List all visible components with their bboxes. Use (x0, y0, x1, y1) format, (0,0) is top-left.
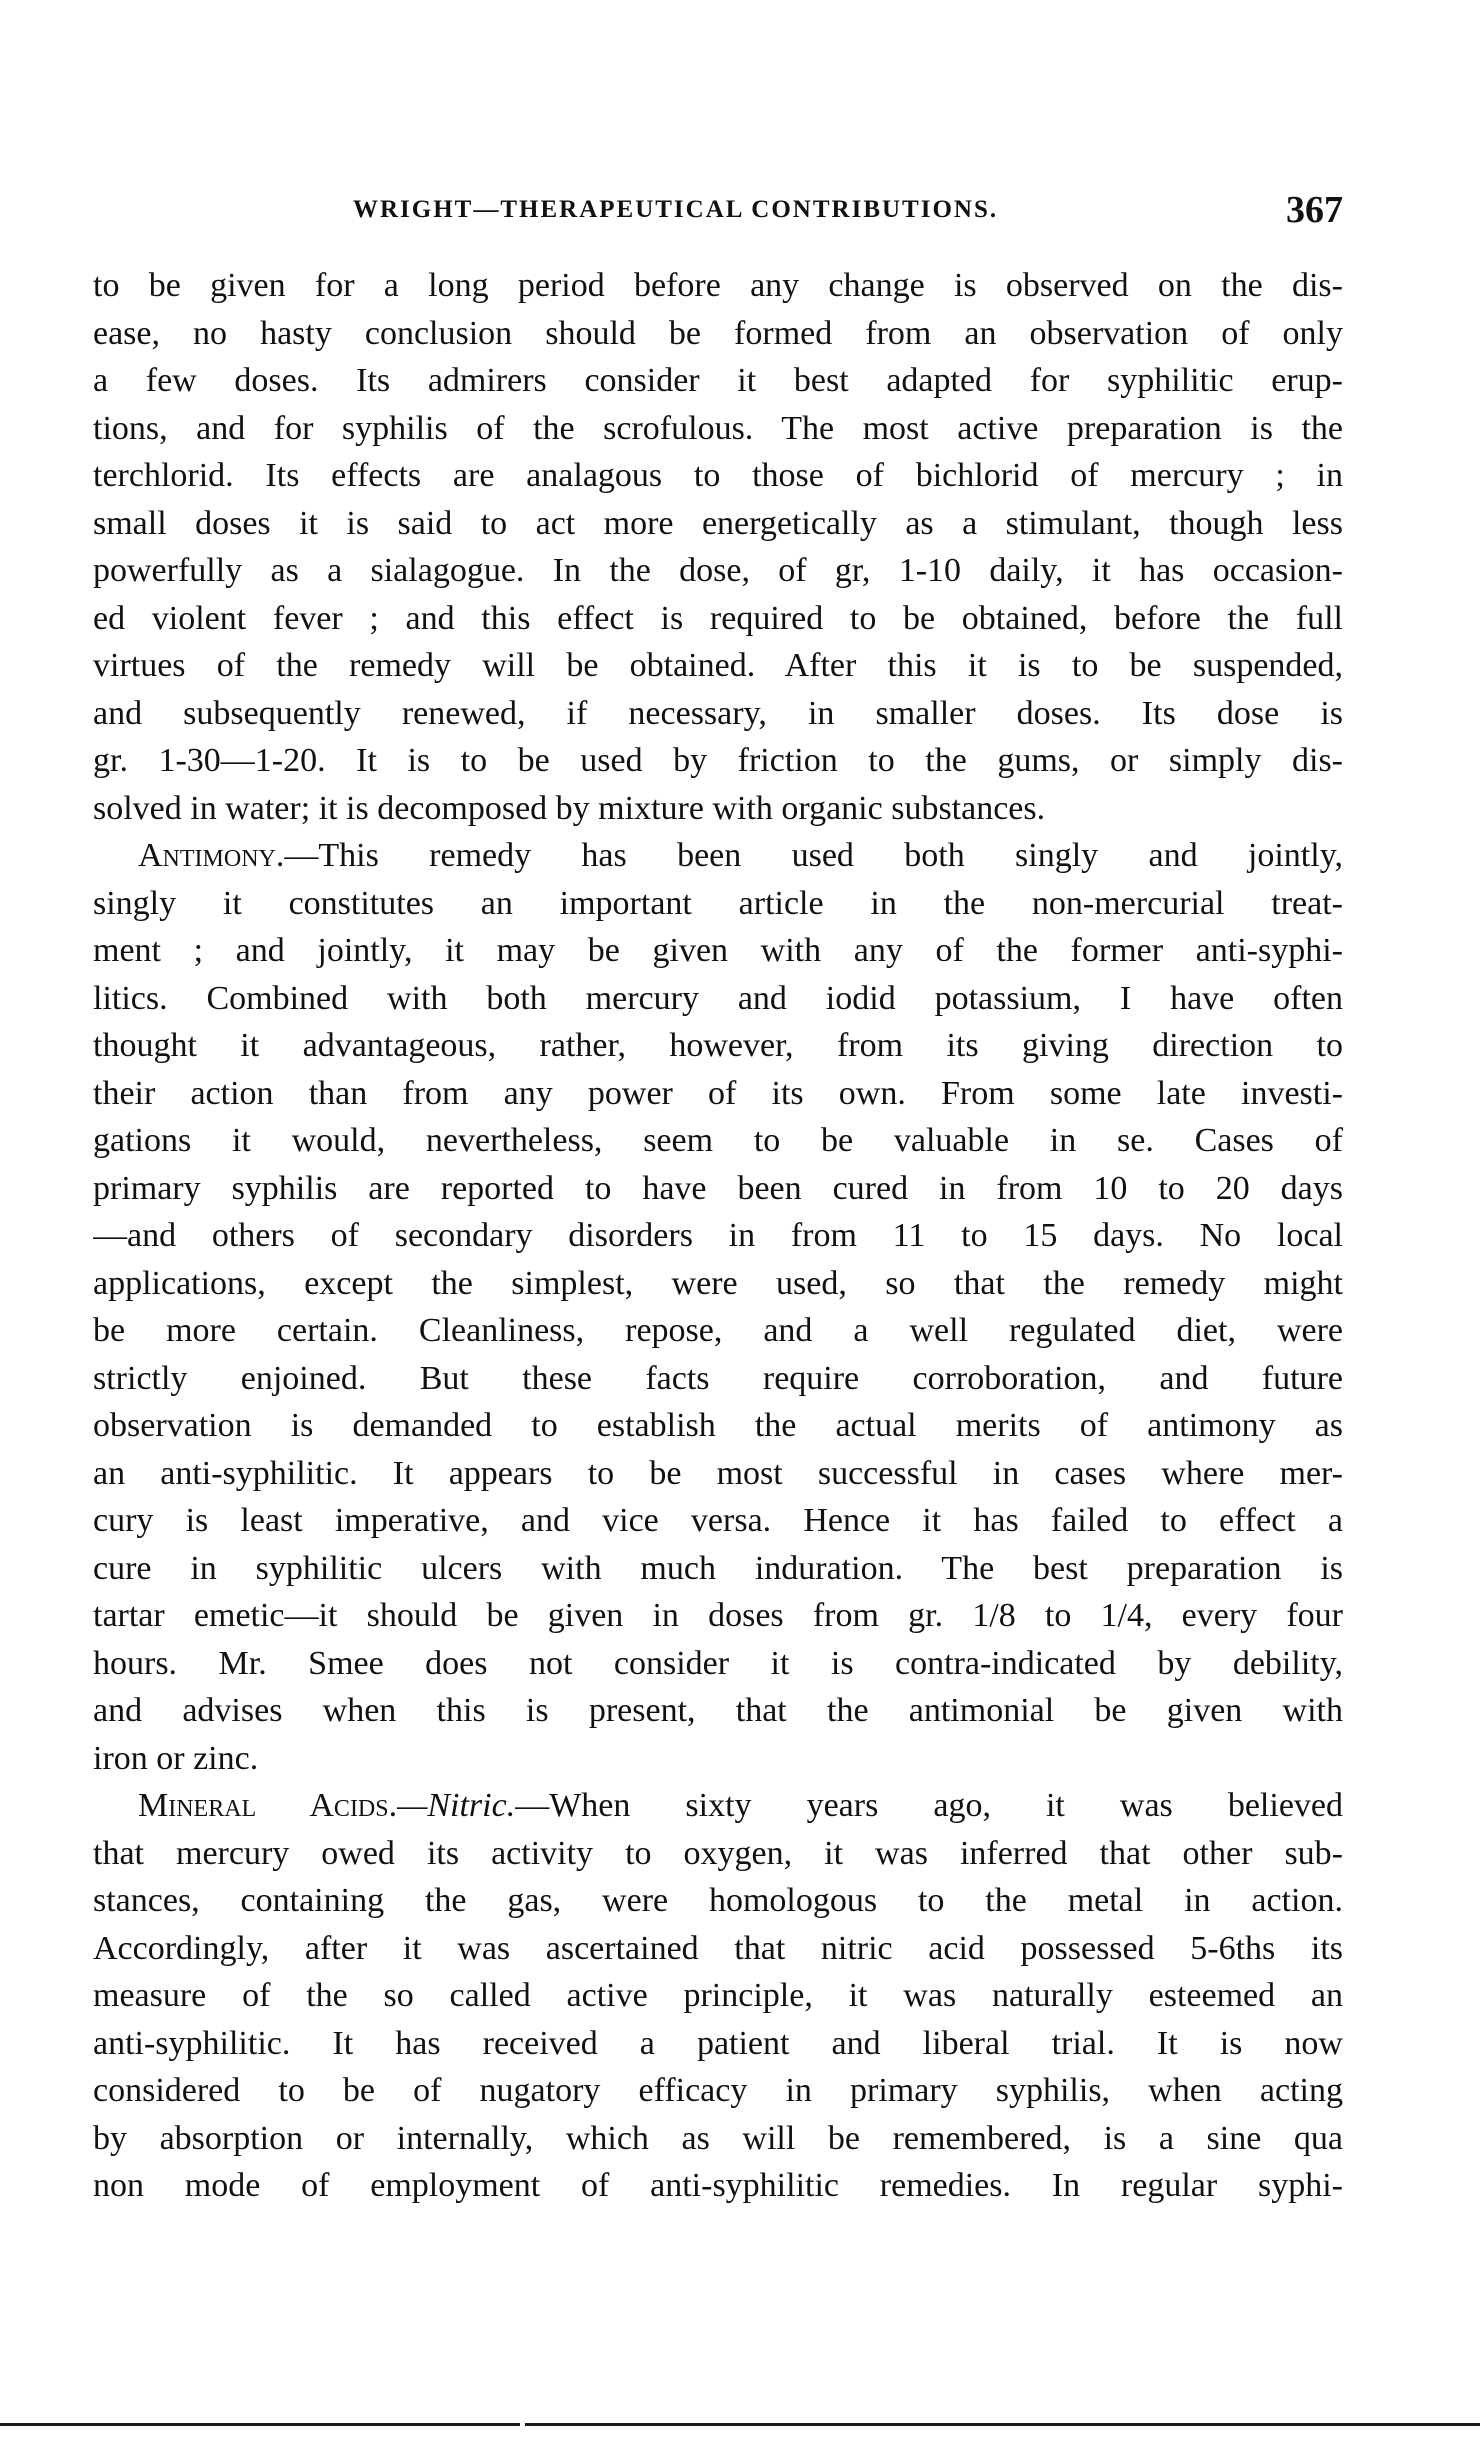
section-lead-mineral-acids: Mineral Acids. (138, 1787, 398, 1824)
subsection-lead-nitric: —Nitric. (397, 1787, 516, 1824)
text-line: their action than from any power of its own. From some late investi- (93, 1074, 1343, 1112)
body-text (93, 262, 1343, 2210)
text-line: tartar emetic—it should be given in doses from gr. 1/8 to 1/4, every four (93, 1597, 1343, 1634)
running-head (93, 188, 1343, 238)
text-line: to be given for a long period before any change is observed on the dis- (93, 267, 1343, 304)
text-line: small doses it is said to act more energetically as a stimulant, though less (93, 504, 1343, 542)
text-line: —and others of secondary disorders in from 11 to 15 days. No local (93, 1217, 1343, 1254)
bottom-rule (0, 2423, 520, 2426)
text-line: stances, containing the gas, were homologous to the metal in action. (93, 1882, 1343, 1919)
text-line: solved in water; it is decomposed by mixture with organic substances. (93, 789, 1046, 827)
text-line: iron or zinc. (93, 1739, 259, 1777)
text-line: powerfully as a sialagogue. In the dose, of gr, 1-10 daily, it has occasion- (93, 552, 1343, 589)
text-line: anti-syphilitic. It has received a patient and liberal trial. It is now (93, 2024, 1343, 2062)
text-line: cury is least imperative, and vice versa. Hence it has failed to effect a (93, 1502, 1343, 1539)
text-line: and advises when this is present, that the antimonial be given with (93, 1692, 1343, 1729)
text-line: an anti-syphilitic. It appears to be most successful in cases where mer- (93, 1454, 1343, 1492)
page-number: 367 (1286, 189, 1343, 231)
running-title: WRIGHT—THERAPEUTICAL CONTRIBUTIONS. (353, 196, 999, 223)
text-line: thought it advantageous, rather, however, from its giving direction to (93, 1027, 1343, 1064)
bottom-rule (525, 2423, 1480, 2426)
section-lead-antimony: Antimony. (138, 837, 285, 874)
text-line: gr. 1-30—1-20. It is to be used by friction to the gums, or simply dis- (93, 742, 1343, 779)
text-line: applications, except the simplest, were used, so that the remedy might (93, 1264, 1343, 1302)
text-line: gations it would, nevertheless, seem to be valuable in se. Cases of (93, 1122, 1343, 1159)
text-line: tions, and for syphilis of the scrofulous. The most active preparation is the (93, 409, 1343, 447)
text-run: —When sixty years ago, it was believed (515, 1787, 1343, 1824)
text-line: litics. Combined with both mercury and iodid potassium, I have often (93, 979, 1343, 1017)
text-line: a few doses. Its admirers consider it best adapted for syphilitic erup- (93, 362, 1343, 399)
text-line: non mode of employment of anti-syphilitic remedies. In regular syphi- (93, 2167, 1343, 2204)
text-line: singly it constitutes an important article in the non-mercurial treat- (93, 884, 1343, 922)
text-line: virtues of the remedy will be obtained. After this it is to be suspended, (93, 647, 1343, 684)
text-line: ment ; and jointly, it may be given with any of the former anti-syphi- (93, 932, 1343, 969)
text-line: strictly enjoined. But these facts require corroboration, and future (93, 1359, 1343, 1397)
text-line: Accordingly, after it was ascertained that nitric acid possessed 5-6ths its (93, 1929, 1343, 1967)
text-line: by absorption or internally, which as will be remembered, is a sine qua (93, 2119, 1343, 2157)
text-line: ease, no hasty conclusion should be formed from an observation of only (93, 314, 1343, 352)
text-line: considered to be of nugatory efficacy in primary syphilis, when acting (93, 2072, 1343, 2109)
paragraph-antimony-first-line (93, 832, 1343, 880)
text-line: that mercury owed its activity to oxygen, it was inferred that other sub- (93, 1834, 1343, 1872)
paragraph-acids-first-line (93, 1782, 1343, 1830)
text-line: primary syphilis are reported to have been cured in from 10 to 20 days (93, 1169, 1343, 1207)
text-line: cure in syphilitic ulcers with much induration. The best preparation is (93, 1549, 1343, 1587)
text-line: observation is demanded to establish the actual merits of antimony as (93, 1407, 1343, 1444)
text-line: measure of the so called active principle, it was naturally esteemed an (93, 1977, 1343, 2014)
text-line: hours. Mr. Smee does not consider it is contra-indicated by debility, (93, 1644, 1343, 1682)
text-line: and subsequently renewed, if necessary, in smaller doses. Its dose is (93, 694, 1343, 732)
text-run: —This remedy has been used both singly and jointly, (284, 837, 1343, 874)
text-line: ed violent fever ; and this effect is required to be obtained, before the full (93, 599, 1343, 637)
text-line: be more certain. Cleanliness, repose, and a well regulated diet, were (93, 1312, 1343, 1349)
text-line: terchlorid. Its effects are analagous to those of bichlorid of mercury ; in (93, 457, 1343, 494)
